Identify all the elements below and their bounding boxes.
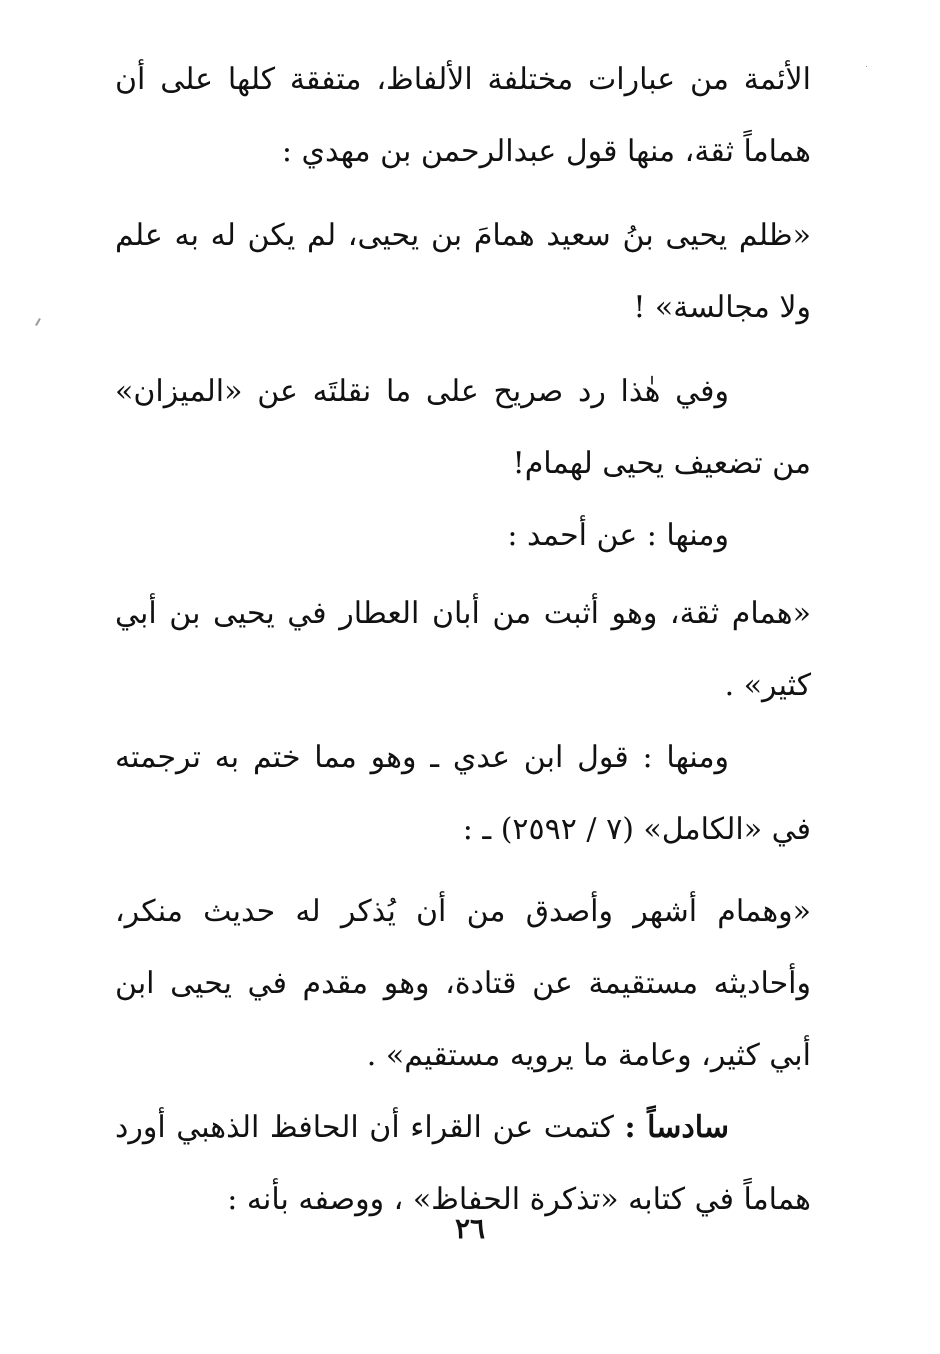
scan-speck (35, 318, 41, 326)
paragraph-7-quote: «وهمام أشهر وأصدق من أن يُذكر له حديث منكر، وأحاديثه مستقيمة عن قتادة، وهو مقدم في يحيى ابن أبي كثير، وعامة ما يرويه مستقيم» . (115, 894, 811, 1073)
paragraph-3: وفي هٰذا رد صريح على ما نقلتَه عن «الميزان» من تضعيف يحيى لهمام! (115, 374, 811, 481)
paragraph-2-quote: «ظلم يحيى بنُ سعيد همامَ بن يحيى، لم يكن له به علم ولا مجالسة» ! (115, 218, 811, 325)
scan-speck (866, 66, 867, 67)
paragraph-8-text: كتمت عن القراء أن الحافظ الذهبي أورد هماماً في كتابه «تذكرة الحفاظ» ، ووصفه بأنه : (115, 1110, 811, 1217)
page-body (115, 44, 811, 1236)
paragraph-1: الأئمة من عبارات مختلفة الألفاظ، متفقة كلها على أن هماماً ثقة، منها قول عبدالرحمن بن مهدي : (115, 62, 811, 169)
paragraph-5-quote: «همام ثقة، وهو أثبت من أبان العطار في يحيى بن أبي كثير» . (115, 596, 811, 703)
paragraph-8-lead: سادساً : (624, 1110, 730, 1145)
page-number: ٢٦ (454, 1212, 486, 1245)
paragraph-6: ومنها : قول ابن عدي ـ وهو مما ختم به ترجمته في «الكامل» (٧ / ٢٥٩٢) ـ : (115, 740, 811, 847)
paragraph-4: ومنها : عن أحمد : (507, 518, 729, 553)
